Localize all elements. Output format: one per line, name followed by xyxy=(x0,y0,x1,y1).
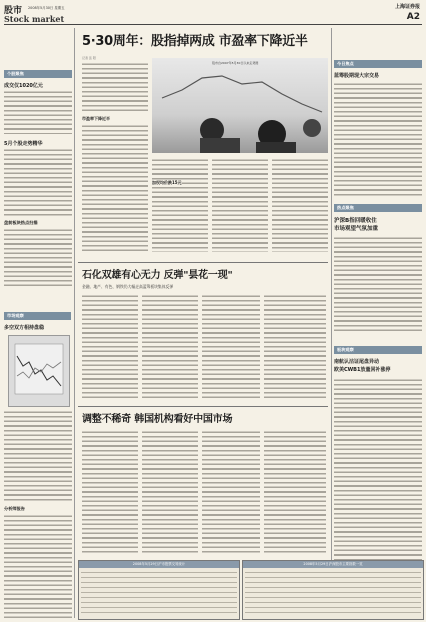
left-column xyxy=(4,70,72,620)
index-chart xyxy=(152,58,328,153)
right-bar-3: 板块观察 xyxy=(334,346,422,354)
bottom-article xyxy=(78,406,328,556)
middle-body-3 xyxy=(202,294,260,398)
table-2-title: 2008年5月29日沪深股市主要指数一览 xyxy=(243,561,423,568)
right-body-2 xyxy=(334,236,422,334)
main-subhead-2: 加权均价跌15元 xyxy=(152,180,182,185)
right-bar-1: 今日焦点 xyxy=(334,60,422,68)
masthead-logo: 股市 xyxy=(4,6,23,16)
main-body-col-4 xyxy=(272,158,328,252)
left-body-3 xyxy=(4,228,72,288)
main-subhead-1: 市盈率下降近半 xyxy=(82,116,110,121)
right-headline-2a: 沪深B指回暖收住 xyxy=(334,218,377,224)
main-body-col-1 xyxy=(82,124,148,252)
right-column-divider xyxy=(331,28,332,618)
masthead xyxy=(2,2,424,24)
table-1-rows xyxy=(81,570,237,617)
left-chart-graphic xyxy=(9,336,69,406)
left-body-4 xyxy=(4,410,72,502)
middle-headline: 石化双雄有心无力 反弹"昙花一现" xyxy=(82,270,233,281)
middle-body-4 xyxy=(264,294,326,398)
left-headline-2: 5月个股走势精华 xyxy=(4,141,43,147)
chart-title: 股市自2007年5月30日以来走势图 xyxy=(212,61,259,65)
left-body-5 xyxy=(4,514,72,618)
left-headline-4: 多空双方相持盘稳 xyxy=(4,325,45,331)
left-section-label: 个股聚焦 xyxy=(4,70,72,78)
main-photo xyxy=(152,58,328,153)
masthead-page-number: A2 xyxy=(406,12,420,22)
bottom-body-2 xyxy=(142,430,198,554)
table-1-title: 2008年5月29日沪市股票交易统计 xyxy=(79,561,239,568)
bottom-top-rule xyxy=(78,406,328,407)
left-column-divider xyxy=(74,28,75,618)
right-headline-3b: 欧美CWB1放量回补涨停 xyxy=(334,367,391,373)
right-headline-1: 蓝筹股期现大宗交易 xyxy=(334,73,380,79)
table-2-rows xyxy=(245,570,421,617)
right-headline-2b: 市场观望气氛加重 xyxy=(334,226,379,232)
middle-subhead: 金融、地产、有色、钢铁仍大幅走高蓝筹板块集体反弹 xyxy=(82,284,174,289)
bottom-body-4 xyxy=(264,430,326,554)
middle-article xyxy=(78,262,328,402)
masthead-section-en: Stock market xyxy=(4,14,65,24)
right-body-3 xyxy=(334,378,422,578)
main-body-col-3 xyxy=(212,158,268,252)
masthead-rule xyxy=(4,24,422,25)
bottom-table-2 xyxy=(242,560,424,620)
right-headline-3a: 南航认沽证尾盘异动 xyxy=(334,359,380,365)
left-headline-3: 盘前板块热点扫描 xyxy=(4,220,38,225)
main-article xyxy=(78,28,328,256)
masthead-date: 2008年5月30日 星期五 xyxy=(28,6,65,10)
bottom-headline: 调整不稀奇 韩国机构看好中国市场 xyxy=(82,414,233,425)
main-kicker: 记者 张 阳 xyxy=(82,56,96,60)
left-figure-label: 市场观察 xyxy=(4,312,71,320)
bottom-body-1 xyxy=(82,430,138,554)
bottom-body-3 xyxy=(202,430,260,554)
masthead-paper-name: 上海证券报 xyxy=(394,4,420,10)
right-bar-2: 热点聚焦 xyxy=(334,204,422,212)
main-lead xyxy=(82,62,148,112)
right-column xyxy=(334,60,422,620)
middle-top-rule xyxy=(78,262,328,263)
bottom-table-1 xyxy=(78,560,240,620)
left-chart-figure xyxy=(8,335,70,407)
main-body-col-2 xyxy=(152,158,208,252)
right-body-1 xyxy=(334,82,422,198)
middle-body-2 xyxy=(142,294,198,398)
left-headline-1: 成交仅1020亿元 xyxy=(4,83,43,89)
left-headline-5: 分析师报告 xyxy=(4,506,25,511)
left-body-2 xyxy=(4,148,72,216)
left-body-1 xyxy=(4,90,72,134)
main-headline: 5·30周年：股指掉两成 市盈率下降近半 xyxy=(82,34,308,49)
middle-body-1 xyxy=(82,294,138,398)
